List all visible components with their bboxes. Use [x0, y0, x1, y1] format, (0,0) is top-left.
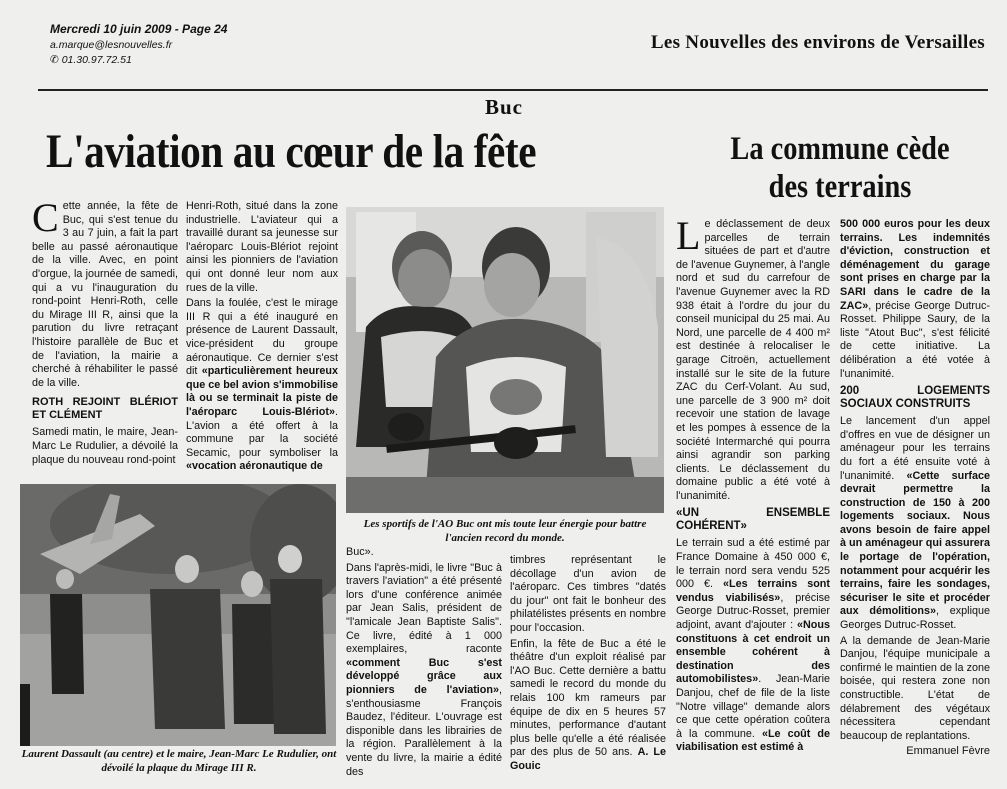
contact-email: a.marque@lesnouvelles.fr [50, 39, 173, 51]
dropcap: C [32, 200, 59, 240]
subheading-roth: ROTH REJOINT BLÉRIOT ET CLÉMENT [32, 396, 178, 422]
sideB-paragraph-3: A la demande de Jean-Marie Danjou, l'équipe municipale a confirmé le maintien de la zone boisée, qui restera zone non constructible. L'état de délabrement des végétaux nécessitera cependant beaucoup de replantations. [840, 634, 990, 742]
sideA-text-b: , précise George Dutruc-Rosset, premier adjoint, avant d'ajouter : [676, 591, 830, 632]
col2-paragraph-2 [186, 297, 338, 474]
article-column-2 [186, 200, 338, 484]
sideA-quote-3: «Le coût de viabilisation est estimé à [676, 727, 830, 754]
side-headline: La commune cède des terrains [730, 131, 950, 205]
col1-paragraph-1: ette année, la fête de Buc, qui s'est tenue du 3 au 7 juin, a fait la part belle au passé aéronautique de la ville. Avec, en point d'orgue, la journée de samedi, qui a vu l'inauguration du rond-point Henri-Roth, celle du Mirage III R, ainsi que la parution du livre retraçant l'histoire parallèle de Buc et de l'aviation, la mairie a cherché à réhabiliter le passé de la ville. [32, 200, 178, 389]
rowing-photo [346, 207, 664, 513]
sideA-paragraph-1: e déclassement de deux parcelles de terrain situées de part et d'autre de l'avenue Guynemer, à l'angle nord et sud du carrefour de l'avenue Guynemer avec la RD 938 était à l'ordre du jour du conseil municipal du 25 mai. Au Nord, une parcelle de 4 400 m² est destinée à relocaliser le garage Citroën, actuellement installé sur le site de la future ZAC du Cerf-Volant. Au sud, une parcelle de 3 900 m² doit recevoir une station de lavage et les pompes à essence de la société Intermarché qui pourra ainsi agrandir son parking clients. Le déclassement du domaine public a été voté à l'unanimité. [676, 218, 830, 502]
article-column-3 [346, 546, 502, 784]
sideA-text-c: . Jean-Marie Danjou, chef de file de la liste "Notre village" demande alors ce que cette opération coûtera à la commune. [676, 673, 830, 740]
kicker: Buc [485, 95, 524, 119]
col4-text: Enfin, la fête de Buc a été le théâtre d'un exploit réalisé par l'AO Buc. Cette dernière a battu samedi le record du monde du relais 100 km rameurs par équipe de dix en 5 heures 57 minutes, performance d'autant plus belle qu'elle a été réalisée par des plus de 50 ans. [510, 637, 666, 759]
col1-paragraph-2: Samedi matin, le maire, Jean-Marc Le Rudulier, a dévoilé la plaque du nouveau rond-point [32, 426, 178, 466]
sideB-text-1: , précise George Dutruc-Rosset. Philippe Saury, de la liste "Atout Buc", s'est félicité de cette initiative. La délibération a été votée à l'unanimité. [840, 299, 990, 380]
main-headline: L'aviation au cœur de la fête [46, 125, 537, 178]
col3-text-b: , s'enthousiasme François Baudez, l'éditeur. L'ouvrage est disponible dans les librairies de la région. Parallèlement à la vente du livre, la mairie a édité des [346, 683, 502, 778]
sideB-text-a: Le lancement d'un appel d'offres en vue de désigner un aménageur pour les terrains du fort a été ensuite voté à l'unanimité. [840, 415, 990, 482]
sideA-quote-1: «Les terrains sont vendus viabilisés» [676, 578, 830, 604]
side-column-b [840, 218, 990, 784]
sideB-text-b: , explique Georges Dutruc-Rosset. [840, 605, 990, 632]
subheading-logements: 200 LOGEMENTS SOCIAUX CONSTRUITS [840, 385, 990, 411]
rowing-photo-illustration [346, 207, 664, 513]
col3-paragraph-2 [346, 562, 502, 780]
sideA-quote-2: «Nous constituons à cet endroit un ensemble cohérent à destination des automobilistes» [676, 619, 830, 686]
side-dropcap: L [676, 218, 701, 258]
date-page-line: Mercredi 10 juin 2009 - Page 24 [50, 22, 228, 36]
main-photo-caption: Les sportifs de l'AO Buc ont mis toute leur énergie pour battre l'ancien record du monde. [363, 518, 647, 544]
article-column-1 [32, 200, 178, 484]
header-rule [38, 89, 988, 91]
inauguration-photo-illustration [20, 484, 336, 746]
sideB-paragraph-1 [840, 218, 990, 381]
left-photo-caption: Laurent Dassault (au centre) et le maire, Jean-Marc Le Rudulier, ont dévoilé la plaque du Mirage III R. [21, 748, 337, 774]
side-column-a [676, 218, 830, 784]
signature-fevre: Emmanuel Fèvre [906, 745, 990, 758]
col2-quote-2: «vocation aéronautique de [186, 460, 323, 473]
col4-paragraph-1: timbres représentant le décollage d'un avion de l'aéroparc. Ces timbres "datés du jour" ont fait le bonheur des philatélistes présents en nombre pour l'occasion. [510, 554, 666, 634]
sideB-paragraph-2 [840, 415, 990, 633]
col3-paragraph-1: Buc». [346, 546, 374, 558]
signature-le-gouic: A. Le Gouic [510, 746, 666, 772]
sideA-text-a: Le terrain sud a été estimé par France Domaine à 450 000 €, le terrain nord sera vendu 525 000 €. [676, 537, 830, 591]
col2-quote: «particulièrement heureux que ce bel avion s'immobilise là ou se terminait la piste de l'aéroparc Louis-Blériot» [186, 365, 338, 418]
col2-text-a: Dans la foulée, c'est le mirage III R qui a été inauguré en présence de Laurent Dassault, vice-président du groupe aéronautique. Ce dernier s'est dit [186, 297, 338, 378]
col4-paragraph-2 [510, 638, 666, 774]
col2-paragraph-1: Henri-Roth, situé dans la zone industrielle. L'aviateur qui a travaillé durant sa jeunesse sur l'aéroparc Louis-Blériot rejoint ainsi les pionniers de l'aviation qui ont donné leur nom aux rues de la ville. [186, 200, 338, 294]
article-column-4 [510, 554, 666, 784]
sideB-quote-1: 500 000 euros pour les deux terrains. Les indemnités d'éviction, construction et déménagement du garage sont prises en charge par la SARI dans le cadre de la ZAC» [840, 218, 990, 312]
contact-phone: ✆ 01.30.97.72.51 [50, 54, 132, 66]
inauguration-photo [20, 484, 336, 746]
masthead: Les Nouvelles des environs de Versailles [650, 32, 985, 53]
sideA-paragraph-2 [676, 537, 830, 755]
col3-quote: «comment Buc s'est développé grâce aux pionniers de l'aviation» [346, 656, 502, 696]
sideB-quote-2: «Cette surface devrait permettre la construction de 150 à 200 logements sociaux. Nous avons besoin de faire appel à un aménageur qui assurera le portage de l'opération, notamment pour acquérir les terrains, faire les sondages, sécuriser le site et procéder aux démolitions» [840, 469, 990, 618]
subheading-ensemble: «UN ENSEMBLE COHÉRENT» [676, 507, 830, 533]
col2-text-b: . L'avion a été offert à la commune par la société Secamic, pour symboliser la [186, 405, 338, 459]
col3-text-a: Dans l'après-midi, le livre "Buc à travers l'aviation" a été présenté lors d'une conférence animée par Jean Salis, président de "l'amicale Jean Baptiste Salis". Ce livre, édité à 1 000 exemplaires, raconte [346, 561, 502, 656]
